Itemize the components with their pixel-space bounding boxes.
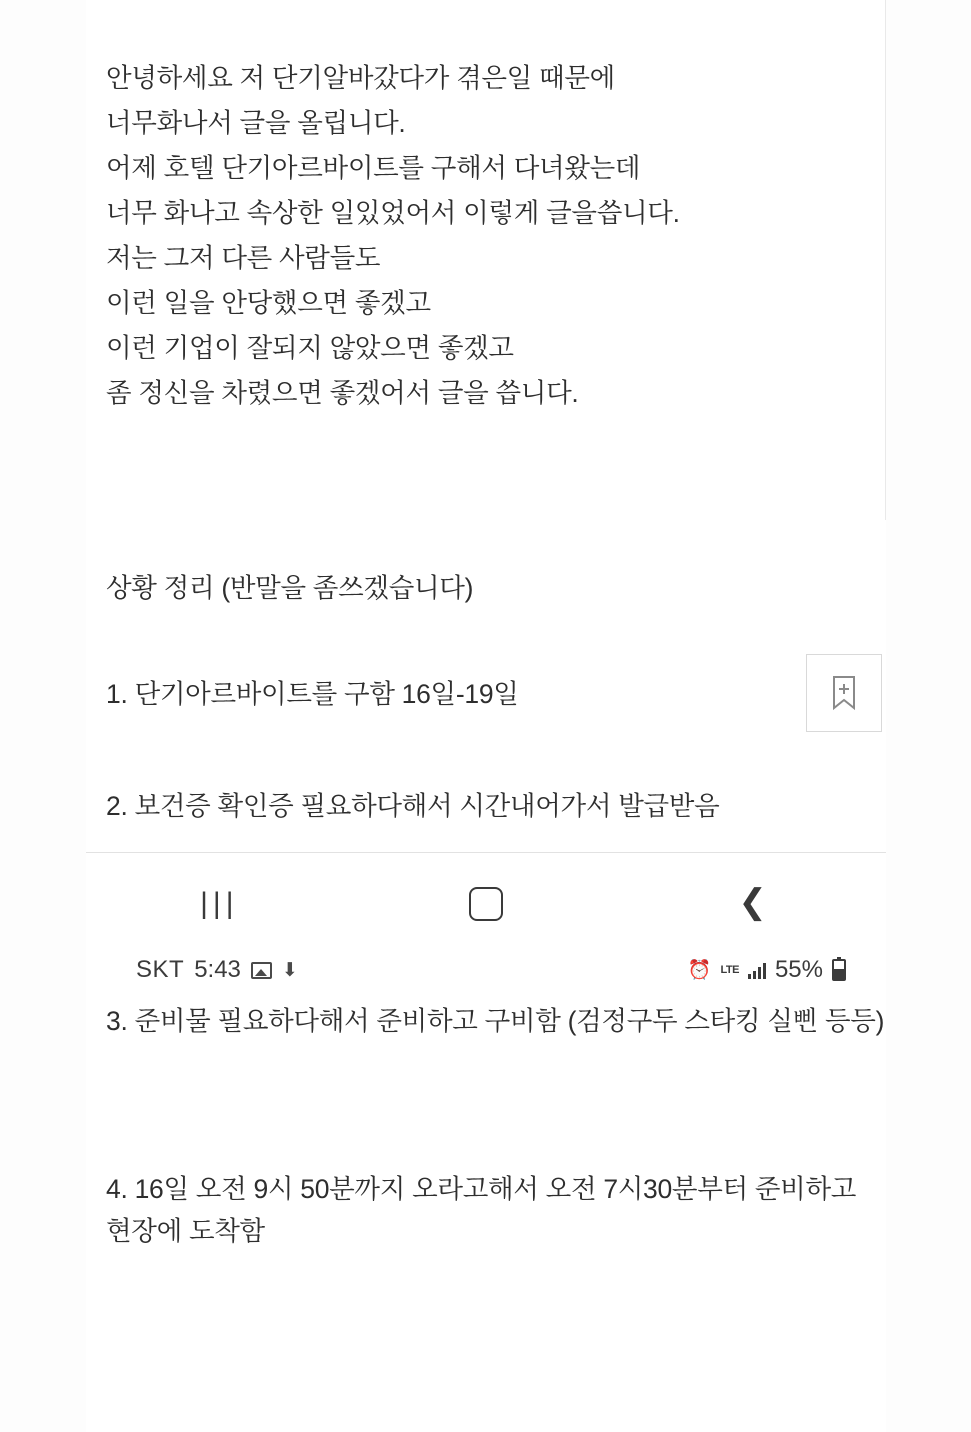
post-line: 너무화나서 글을 올립니다. bbox=[106, 108, 406, 138]
list-item: 4. 16일 오전 9시 50분까지 오라고해서 오전 7시30분부터 준비하고 현장에 도착함 bbox=[106, 1174, 857, 1246]
vertical-divider bbox=[885, 0, 886, 520]
recents-icon: ||| bbox=[200, 887, 239, 920]
download-icon: ⬇ bbox=[281, 959, 298, 981]
image-icon bbox=[251, 962, 272, 979]
android-nav-bar bbox=[86, 869, 886, 939]
alarm-icon: ⏰ bbox=[687, 959, 712, 981]
post-line: 이런 일을 안당했으면 좋겠고 bbox=[106, 288, 431, 318]
battery-percent-label: 55% bbox=[774, 956, 823, 983]
bookmark-add-button[interactable] bbox=[806, 654, 882, 732]
left-gutter bbox=[0, 0, 86, 1432]
home-square-icon bbox=[469, 887, 503, 921]
section-heading: 상황 정리 (반말을 좀쓰겠습니다) bbox=[106, 573, 474, 603]
nav-back-button[interactable] bbox=[619, 869, 886, 939]
post-line: 어제 호텔 단기아르바이트를 구해서 다녀왔는데 bbox=[106, 153, 641, 183]
post-line: 저는 그저 다른 사람들도 bbox=[106, 243, 381, 273]
back-chevron-icon: ❮ bbox=[738, 883, 767, 921]
clock-label: 5:43 bbox=[194, 956, 241, 983]
post-line: 이런 기업이 잘되지 않았으면 좋겠고 bbox=[106, 333, 514, 363]
section-divider bbox=[86, 852, 886, 853]
nav-recents-button[interactable] bbox=[86, 869, 353, 939]
post-line: 좀 정신을 차렸으면 좋겠어서 글을 씁니다. bbox=[106, 378, 579, 408]
signal-bars-icon bbox=[748, 962, 766, 979]
content-column bbox=[86, 0, 886, 1432]
post-line: 안녕하세요 저 단기알바갔다가 겪은일 때문에 bbox=[106, 63, 615, 93]
post-line: 너무 화나고 속상한 일있었어서 이렇게 글을씁니다. bbox=[106, 198, 680, 228]
status-bar bbox=[86, 948, 886, 992]
battery-icon bbox=[832, 959, 846, 981]
nav-home-button[interactable] bbox=[353, 869, 620, 939]
status-bar-left bbox=[136, 948, 298, 992]
list-item: 2. 보건증 확인증 필요하다해서 시간내어가서 발급받음 bbox=[106, 791, 720, 821]
post-body bbox=[106, 56, 876, 416]
right-gutter bbox=[886, 0, 971, 1432]
carrier-label: SKT bbox=[136, 956, 185, 983]
status-bar-right bbox=[688, 948, 846, 992]
list-item: 1. 단기아르바이트를 구함 16일-19일 bbox=[106, 679, 519, 709]
network-type-label: LTE bbox=[720, 963, 739, 976]
list-item: 3. 준비물 필요하다해서 준비하고 구비함 (검정구두 스타킹 실삔 등등) bbox=[106, 1006, 885, 1036]
bookmark-add-icon bbox=[829, 675, 859, 711]
